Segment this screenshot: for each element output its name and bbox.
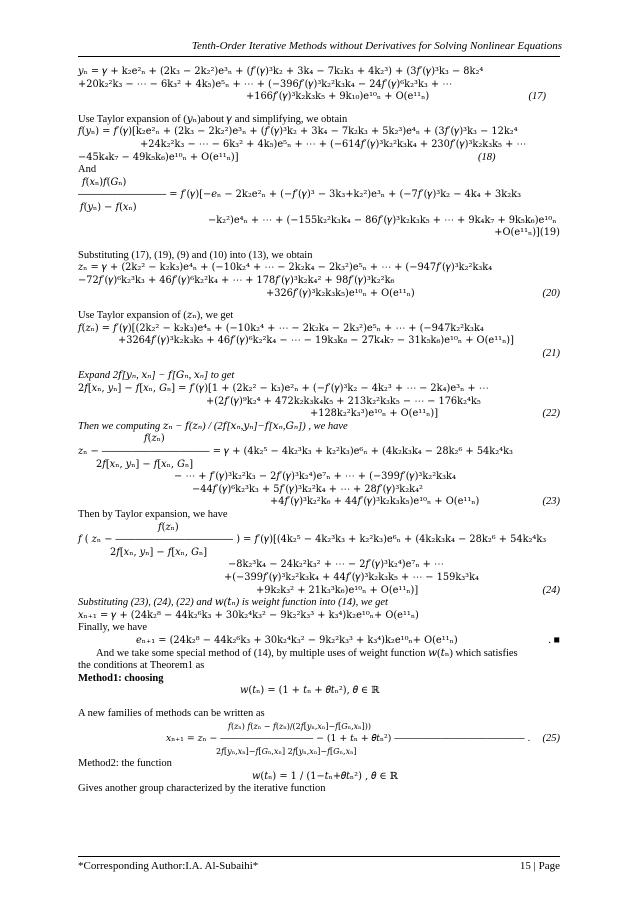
text-line [78,622,560,635]
equation-line: +3264𝑓′(𝛾)³k₂k₃k₅ + 46𝑓′(𝛾)⁶k₂²k₄ − ⋯ − 19k₃k₈ − 27k₄k₇ − 31k₅k₆)e¹⁰ₙ + O(e¹¹ₙ)] [118,335,514,347]
page-footer [78,860,560,872]
paragraph-gap [78,240,560,250]
text-line [78,348,560,361]
text-line [78,585,560,598]
paragraph-text: Finally, we have [78,622,148,634]
paragraph-text: Use Taylor expansion of (𝑧ₙ), we get [78,310,234,322]
equation-line: 𝑤(𝑡ₙ) = (1 + 𝑡ₙ + 𝜃𝑡ₙ²), 𝜃 ∈ ℝ [240,685,380,697]
equation-line: −k₂²)e⁴ₙ + ⋯ + (−155k₂²k₃k₄ − 86𝑓′(𝛾)³k₂k₃k₅ + ⋯ + 9k₄k₇ + 9k₅k₆)e¹⁰ₙ [208,214,557,226]
text-line [78,746,560,759]
header-rule [78,56,560,57]
equation-line: 2𝑓[𝑥ₙ, 𝑦ₙ] − 𝑓[𝑥ₙ, 𝐺ₙ] [110,546,208,558]
equation-line: +24k₂²k₃ − ⋯ − 6k₃² + 4k₅)e⁵ₙ + ⋯ + (−614𝑓′(𝛾)³k₂²k₃k₄ + 230𝑓′(𝛾)³k₂k₃k₅ + ⋯ [140,138,527,150]
equation-line: +166𝑓′(𝛾)³k₂k₃k₅ + 9k₁₀)e¹⁰ₙ + O(e¹¹ₙ) [246,91,430,103]
text-line [78,484,560,497]
paragraph-text: Expand 2𝑓[𝑦ₙ, 𝑥ₙ] − 𝑓[𝐺ₙ, 𝑥ₙ] to get [78,370,235,382]
corresponding-author: *Corresponding Author:I.A. Al-Subaihi* [78,860,259,872]
equation-line: 𝑥ₙ₊₁ = 𝑧ₙ − ―――――――――― − (1 + 𝑡ₙ + 𝜃𝑡ₙ²) ―――――――――――――― . [166,733,531,745]
text-line [78,496,560,509]
equation-line: 𝑤(𝑡ₙ) = 1 / (1−𝑡ₙ+𝜃𝑡ₙ²) , 𝜃 ∈ ℝ [252,770,398,782]
equation-line: +(−399𝑓′(𝛾)³k₂²k₃k₄ + 44𝑓′(𝛾)³k₂k₃k₅ + ⋯ − 159k₃³k₄ [224,571,479,583]
text-line [78,310,560,323]
text-line [78,139,560,152]
text-line [78,758,560,771]
equation-line: +326𝑓′(𝛾)³k₂k₃k₅)e¹⁰ₙ + O(e¹¹ₙ) [266,287,415,299]
equation-line: 𝑧ₙ = 𝛾 + (2k₂² − k₂k₃)e⁴ₙ + (−10k₂⁴ + ⋯ − 2k₂k₄ − 2k₃²)e⁵ₙ + ⋯ + (−947𝑓′(𝛾)³k₂²k₃k₄ [78,262,493,274]
equation-line: 𝑓(𝑥ₙ)𝑓(𝐺ₙ) [82,176,127,188]
text-line [78,250,560,263]
text-line [78,534,560,547]
equation-number: (25) [542,733,560,745]
text-line [78,323,560,336]
text-line [78,152,560,165]
text-line [78,202,560,215]
paragraph-gap [78,104,560,114]
text-line [78,227,560,240]
text-line [78,721,560,734]
footer-rule [78,856,560,857]
text-line [78,635,560,648]
paragraph-text: Then by Taylor expansion, we have [78,509,228,520]
text-line [78,164,560,177]
text-line [78,114,560,127]
text-line [78,408,560,421]
paragraph-text: (21) [542,347,560,359]
text-line [78,597,560,610]
equation-line: 𝑓(𝑦ₙ) = 𝑓′(𝛾)[k₂e²ₙ + (2k₃ − 2k₂²)e³ₙ + (𝑓′(𝛾)³k₂ + 3k₄ − 7k₂k₃ + 5k₂³)e⁴ₙ + (3𝑓′(𝛾)³k₃ − 12k₂⁴ [78,126,518,138]
equation-line: 𝑦ₙ = 𝛾 + k₂e²ₙ + (2k₃ − 2k₂²)e³ₙ + (𝑓′(𝛾)³k₂ + 3k₄ − 7k₂k₃ + 4k₂³) + (3𝑓′(𝛾)³k₃ − 8k₂⁴ [78,66,484,77]
text-line [78,262,560,275]
text-line [78,471,560,484]
equation-number: (17) [528,91,546,103]
equation-number: (24) [542,584,560,596]
text-line [78,685,560,698]
equation-line: +O(e¹¹ₙ)](19) [494,227,560,239]
text-line [78,91,560,104]
text-line [78,189,560,202]
equation-line: 𝑓(𝑧ₙ) [158,521,179,533]
paragraph-text: Method1: choosing [78,672,164,684]
text-line [78,421,560,434]
equation-line: 𝑓 ( 𝑧ₙ − ―――――――――――― ) = 𝑓′(𝛾)[(4k₂⁵ − 4k₂³k₃ + k₂²k₃)e⁶ₙ + (4k₂k₃k₄ − 28k₂⁶ + 54k₂⁴k₃ [78,534,547,546]
text-line [78,572,560,585]
text-line [78,673,560,686]
text-line [78,522,560,535]
equation-line: − ⋯ + 𝑓′(𝛾)³k₂²k₃ − 2𝑓′(𝛾)³k₂⁴)e⁷ₙ + ⋯ + (−399𝑓′(𝛾)³k₂²k₃k₄ [174,471,456,483]
paragraph-text: And we take some special method of (14), by multiple uses of weight function 𝑤(𝑡ₙ) which satisfies [96,647,518,659]
text-line [78,771,560,784]
text-line [78,433,560,446]
text-line [78,783,560,796]
equation-number: (22) [542,408,560,420]
paragraph-text: A new families of methods can be written as [78,707,265,719]
equation-number: (23) [542,496,560,508]
equation-line: 𝑓(𝑧ₙ) [144,433,165,445]
equation-line: −44𝑓′(𝛾)⁶k₂³k₃ + 5𝑓′(𝛾)³k₂²k₄ + ⋯ + 28𝑓′(𝛾)³k₂k₄² [192,483,423,495]
equation-line: −45k₄k₇ − 49k₅k₆)e¹⁰ₙ + O(e¹¹ₙ)] [78,151,239,163]
equation-line: 𝑓(𝑦ₙ) − 𝑓(𝑥ₙ) [80,201,137,213]
equation-line: −72𝑓′(𝛾)⁶k₂³k₃ + 46𝑓′(𝛾)⁶k₂²k₄ + ⋯ + 178𝑓′(𝛾)³k₂k₄² + 98𝑓′(𝛾)³k₂²k₆ [78,274,395,286]
equation-line: +(2𝑓′(𝛾)⁹k₂⁴ + 472k₂k₃k₄k₅ + 213k₂²k₃k₅ − ⋯ − 176k₂⁴k₅ [206,395,481,407]
text-line [78,610,560,623]
paragraph-text: Method2: the function [78,758,172,770]
equation-line: +20k₂²k₃ − ⋯ − 6k₃² + 4k₅)e⁵ₙ + ⋯ + (−396𝑓′(𝛾)³k₂²k₃k₄ − 24𝑓′(𝛾)⁶k₂³k₃ + ⋯ [78,78,453,90]
equation-line: 𝑧ₙ − ――――――――――― = 𝛾 + (4k₂⁵ − 4k₂³k₃ + k₂²k₃)e⁶ₙ + (4k₂k₃k₄ − 28k₂⁶ + 54k₂⁴k₃ [78,446,513,458]
text-line [78,79,560,92]
text-line [78,275,560,288]
equation-line: 2𝑓[𝑦ₙ,𝑥ₙ]−𝑓[𝐺ₙ,𝑥ₙ] 2𝑓[𝑦ₙ,𝑥ₙ]−𝑓[𝐺ₙ,𝑥ₙ] [216,746,357,756]
paragraph-text: the conditions at Theorem1 as [78,660,205,672]
text-line [78,547,560,560]
text-line [78,288,560,301]
equation-line: 𝑓(𝑧ₙ) 𝑓(𝑧ₙ − 𝑓(𝑧ₙ)/(2𝑓[𝑦ₙ,𝑥ₙ]−𝑓[𝐺ₙ,𝑥ₙ])) [228,721,371,731]
equation-line: 𝑓(𝑧ₙ) = 𝑓′(𝛾)[(2k₂² − k₂k₃)e⁴ₙ + (−10k₂⁴ + ⋯ − 2k₂k₄ − 2k₃²)e⁵ₙ + ⋯ + (−947k₂²k₃k₄ [78,322,484,334]
paragraph-text: Use Taylor expansion of (𝑦ₙ)about 𝛾 and simplifying, we obtain [78,113,348,125]
running-header: Tenth-Order Iterative Methods without Derivatives for Solving Nonlinear Equations [191,40,562,52]
text-line [78,446,560,459]
text-line [78,459,560,472]
paper-body [78,66,560,796]
text-line [78,215,560,228]
paragraph-gap [78,300,560,310]
page-number: 15 | Page [519,860,560,872]
equation-line: 𝑥ₙ₊₁ = 𝛾 + (24k₂⁸ − 44k₂⁶k₃ + 30k₂⁴k₃² − 9k₂²k₃³ + k₃⁴)k₂e¹⁰ₙ+ O(e¹¹ₙ) [78,609,419,621]
text-line [78,335,560,348]
equation-line: 𝑒ₙ₊₁ = (24k₂⁸ − 44k₂⁶k₃ + 30k₂⁴k₃² − 9k₂²k₃³ + k₃⁴)k₂e¹⁰ₙ+ O(e¹¹ₙ) [136,634,458,646]
equation-line: +9k₂k₃² + 21k₃³k₆)e¹⁰ₙ + O(e¹¹ₙ)] [256,584,419,596]
text-line [78,708,560,721]
text-line [78,559,560,572]
equation-line: +128k₂²k₃³)e¹⁰ₙ + O(e¹¹ₙ)] [310,408,439,420]
paragraph-text: Substituting (23), (24), (22) and 𝑤(𝑡ₙ) is weight function into (14), we get [78,597,388,609]
paragraph-text: Then we computing 𝑧ₙ − 𝑓(𝑧ₙ) / (2𝑓[𝑥ₙ,𝑦ₙ]−𝑓[𝑥ₙ,𝐺ₙ]) , we have [78,420,348,432]
equation-line: 2𝑓[𝑥ₙ, 𝑦ₙ] − 𝑓[𝑥ₙ, 𝐺ₙ] = 𝑓′(𝛾)[1 + (2k₂² − k₃)e²ₙ + (−𝑓′(𝛾)³k₂ − 4k₂³ + ⋯ − 2k₄)e³ₙ + ⋯ [78,383,489,395]
text-line [78,66,560,79]
equation-number: (18) [478,151,496,163]
paragraph-gap [78,360,560,370]
text-line [78,177,560,190]
equation-line: ――――――――― = 𝑓′(𝛾)[−𝑒ₙ − 2k₂e²ₙ + (−𝑓′(𝛾)³ − 3k₃+k₂²)e³ₙ + (−7𝑓′(𝛾)³k₂ − 4k₄ + 3k₂k₃ [78,189,522,201]
text-line [78,396,560,409]
paragraph-gap [78,698,560,708]
paragraph-text: Gives another group characterized by the iterative function [78,783,326,795]
text-line [78,660,560,673]
text-line [78,648,560,661]
equation-line: −8k₂³k₄ − 24k₂²k₃² + ⋯ − 2𝑓′(𝛾)³k₂⁴)e⁷ₙ + ⋯ [228,559,444,571]
paragraph-text: And [78,164,97,176]
equation-number: (20) [542,287,560,299]
text-line [78,733,560,746]
equation-line: 2𝑓[𝑥ₙ, 𝑦ₙ] − 𝑓[𝑥ₙ, 𝐺ₙ] [96,458,194,470]
text-line [78,509,560,522]
paragraph-text: Substituting (17), (19), (9) and (10) into (13), we obtain [78,249,313,261]
text-line [78,383,560,396]
text-line [78,126,560,139]
equation-number: . ■ [548,634,560,646]
equation-line: +4𝑓′(𝛾)³k₂²k₆ + 44𝑓′(𝛾)³k₂k₃k₅)e¹⁰ₙ + O(e¹¹ₙ) [270,496,480,508]
text-line [78,370,560,383]
